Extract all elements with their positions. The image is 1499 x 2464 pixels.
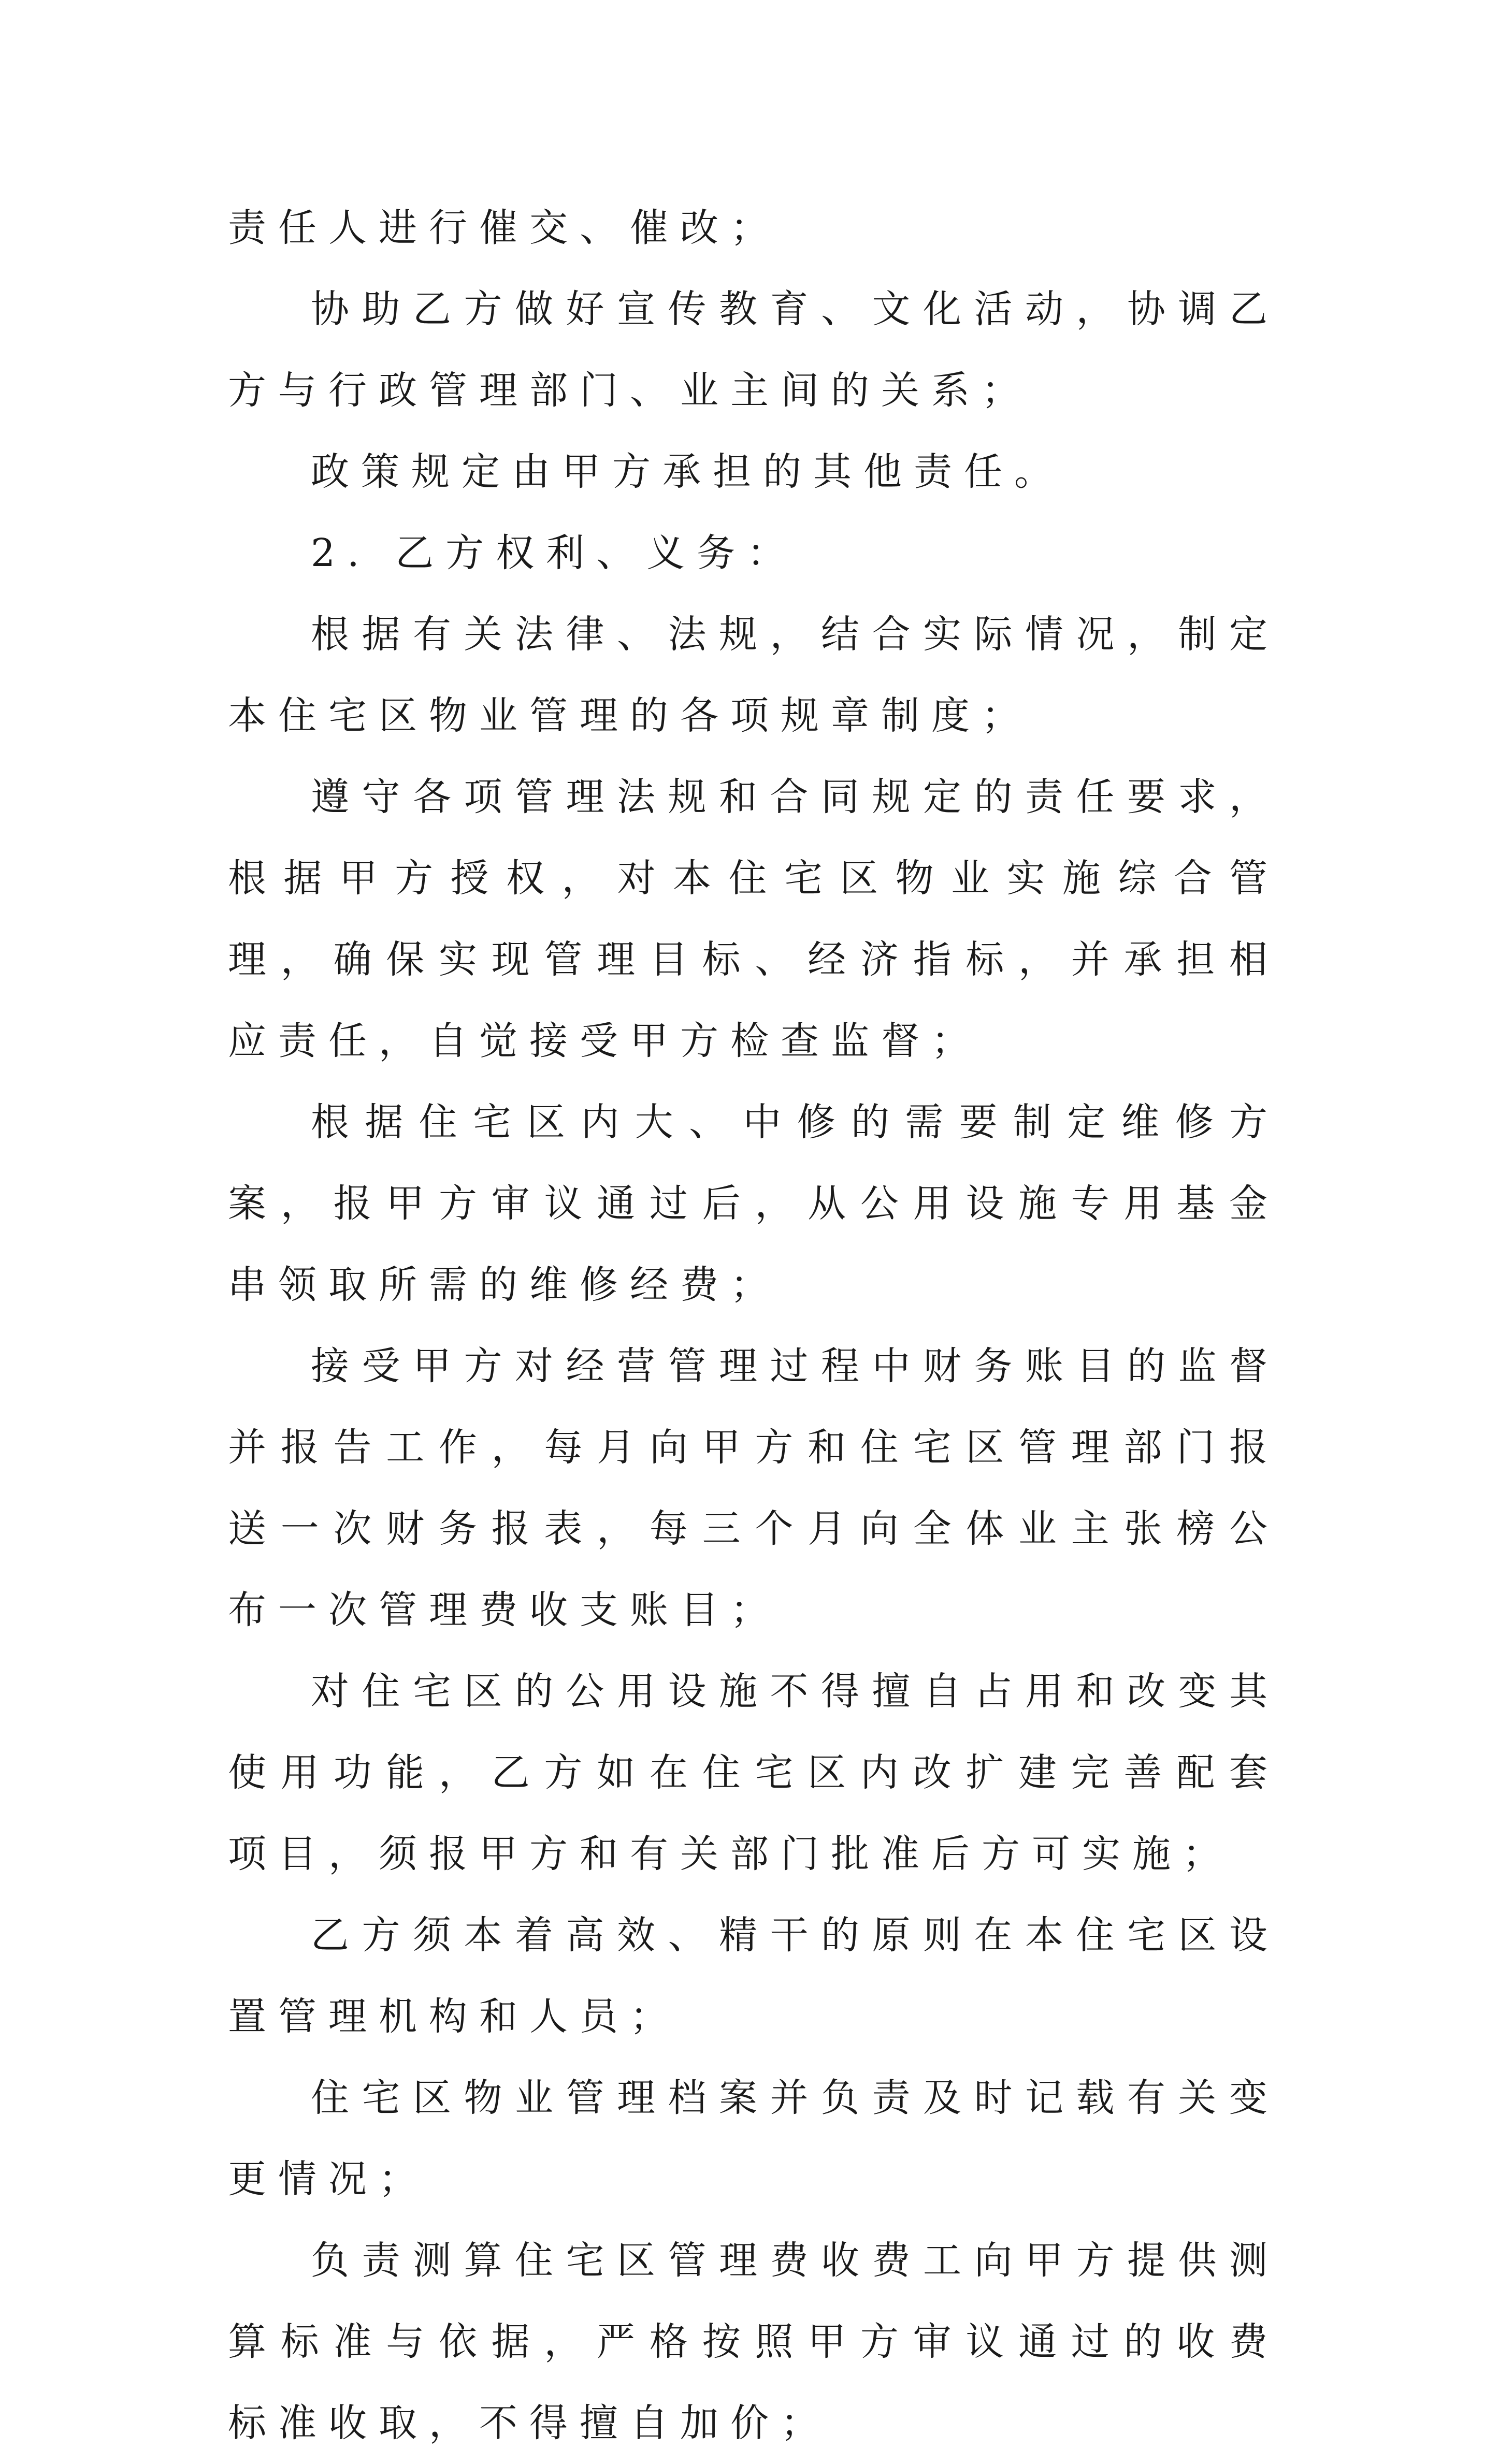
paragraph: 遵守各项管理法规和合同规定的责任要求，根据甲方授权，对本住宅区物业实施综合管理，确保实现管理目标、经济指标，并承担相应责任，自觉接受甲方检查监督； [228,775,1279,1063]
paragraph: 住宅区物业管理档案并负责及时记载有关变更情况； [228,2076,1279,2201]
paragraph: 根据有关法律、法规，结合实际情况，制定本住宅区物业管理的各项规章制度； [228,612,1279,738]
paragraph-continuation: 责任人进行催交、催改； [228,206,781,250]
paragraph: 根据住宅区内大、中修的需要制定维修方案，报甲方审议通过后，从公用设施专用基金串领取所需的维修经费； [228,1100,1279,1307]
paragraph: 政策规定由甲方承担的其他责任。 [311,450,1064,494]
section-heading: 2. 乙方权利、义务： [311,531,798,575]
paragraph: 负责测算住宅区管理费收费工向甲方提供测算标准与依据，严格按照甲方审议通过的收费标准收取，不得擅自加价； [228,2238,1279,2445]
paragraph: 协助乙方做好宣传教育、文化活动，协调乙方与行政管理部门、业主间的关系； [228,287,1279,413]
paragraph: 接受甲方对经营管理过程中财务账目的监督并报告工作，每月向甲方和住宅区管理部门报送一次财务报表，每三个月向全体业主张榜公布一次管理费收支账目； [228,1344,1279,1632]
paragraph: 乙方须本着高效、精干的原则在本住宅区设置管理机构和人员； [228,1913,1279,2039]
paragraph: 对住宅区的公用设施不得擅自占用和改变其使用功能，乙方如在住宅区内改扩建完善配套项目，须报甲方和有关部门批准后方可实施； [228,1669,1279,1876]
document-body [228,187,1279,2464]
